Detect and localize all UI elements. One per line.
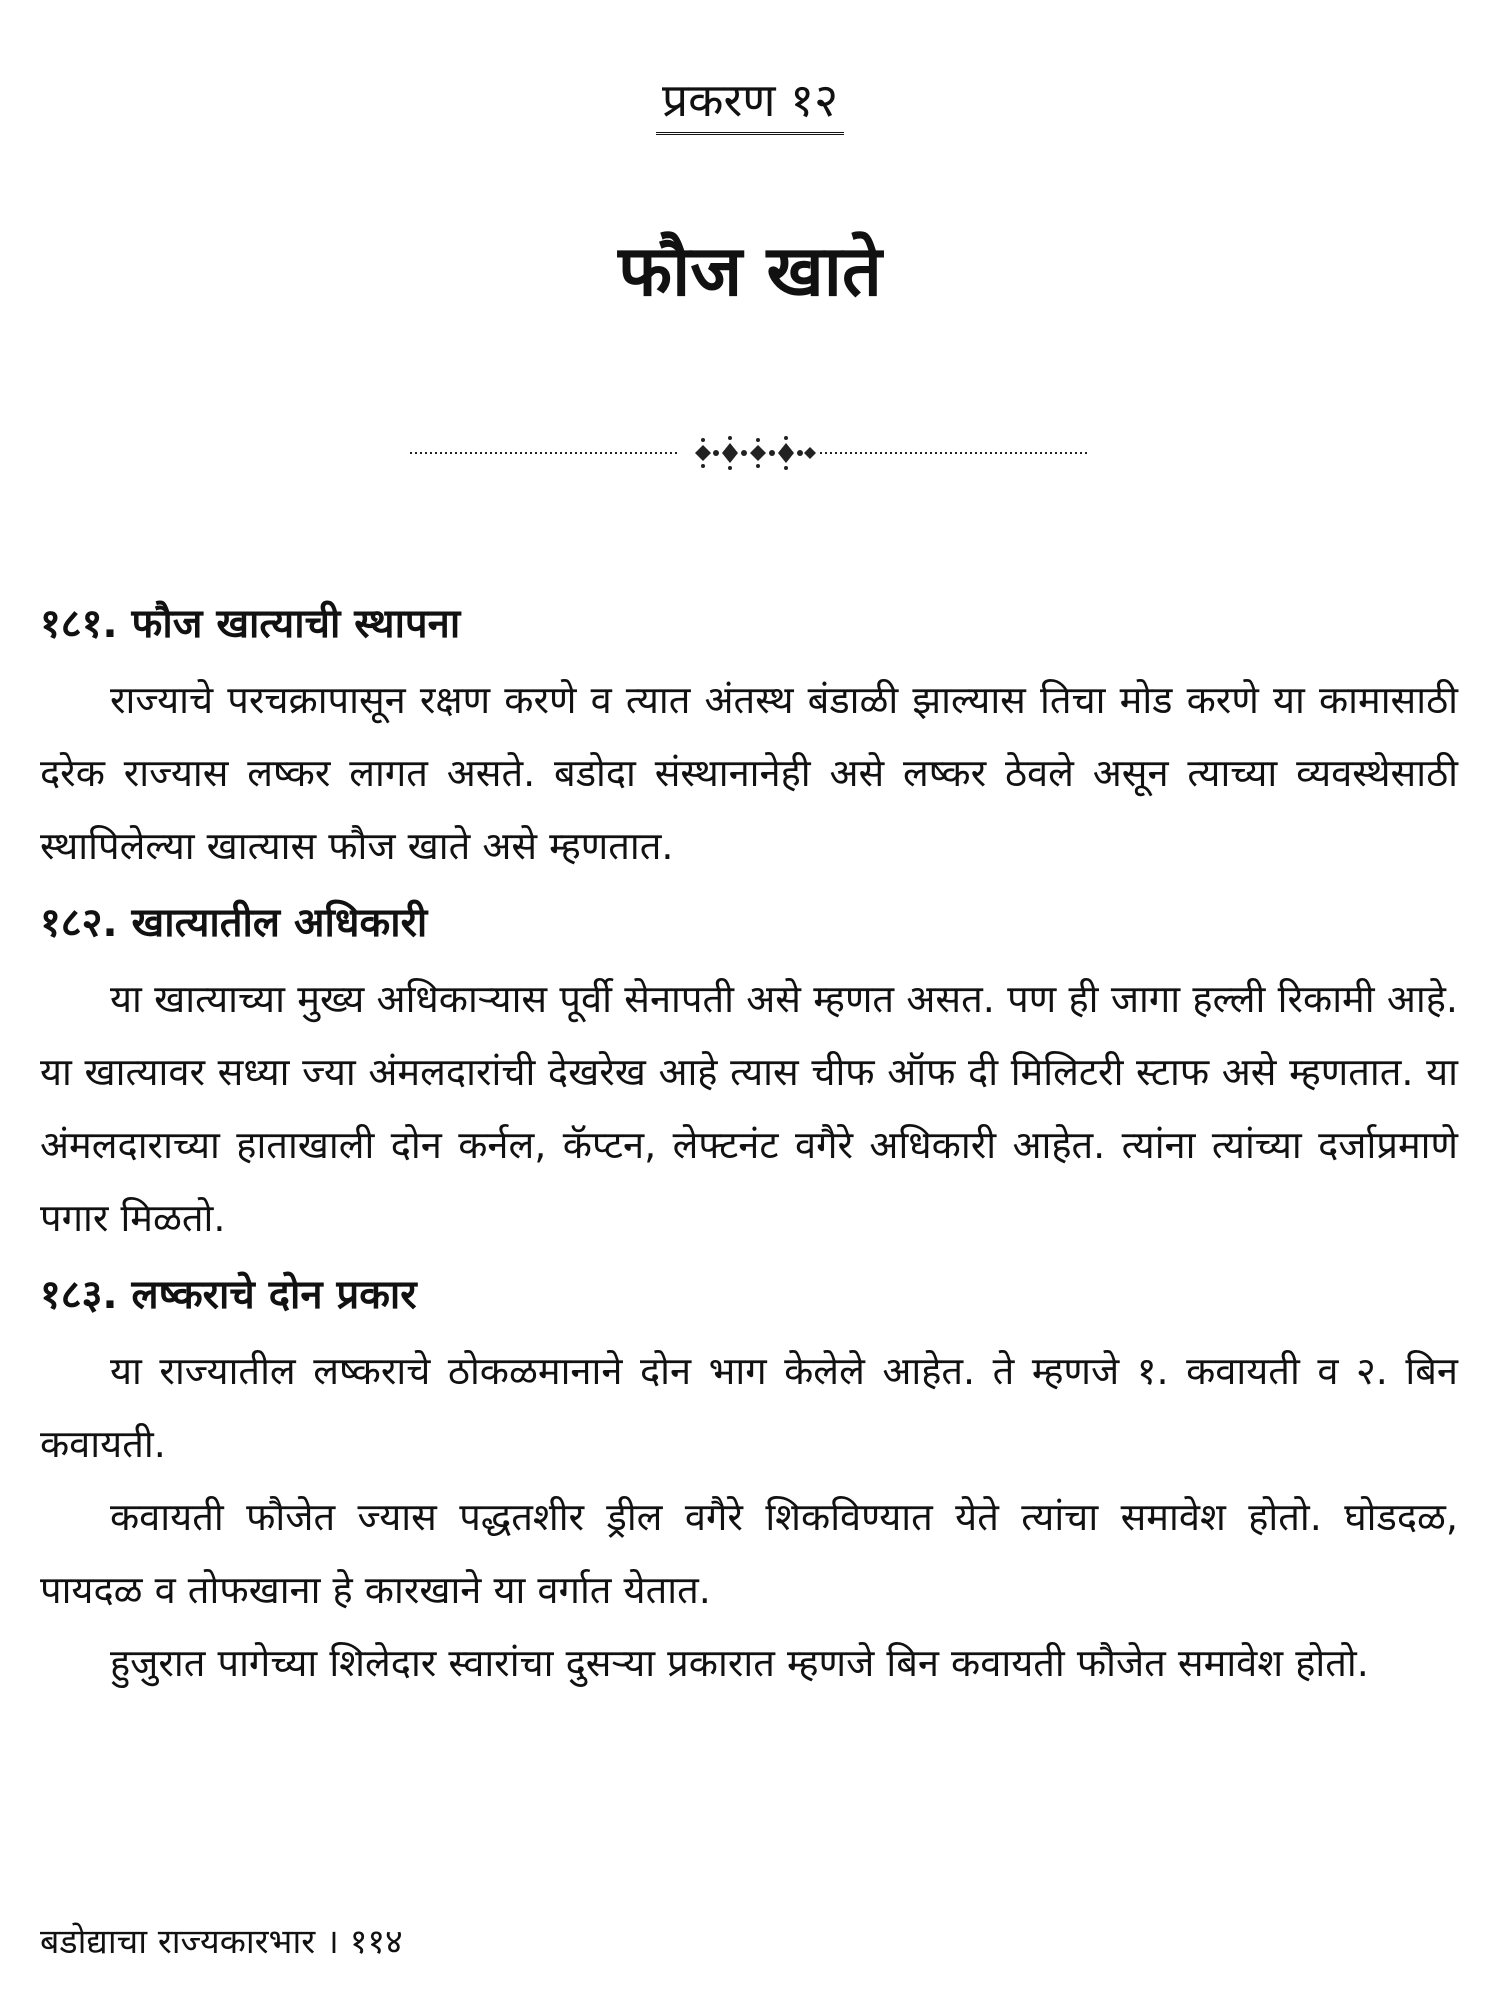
section-heading: १८२. खात्यातील अधिकारी [40, 900, 428, 946]
chapter-body [40, 598, 1458, 1700]
section-183 [40, 1269, 1458, 1700]
section-paragraph: हुजुरात पागेच्या शिलेदार स्वारांचा दुसऱ्या प्रकारात म्हणजे बिन कवायती फौजेत समावेश होतो. [110, 1641, 1369, 1685]
chapter-label-text: प्रकरण १२ [656, 70, 844, 135]
chapter-title: फौज खाते [618, 230, 882, 312]
section-paragraph: राज्याचे परचक्रापासून रक्षण करणे व त्यात अंतस्थ बंडाळी झाल्यास तिचा मोड करणे या कामासाठी दरेक राज्यास लष्कर लागत असते. बडोदा संस्थानानेही असे लष्कर ठेवले असून त्याच्या व्यवस्थेसाठी स्थापिलेल्या खात्यास फौज खाते असे म्हणतात. [40, 678, 1458, 868]
section-heading: १८१. फौज खात्याची स्थापना [40, 601, 461, 647]
footer-separator: । [325, 1922, 339, 1962]
section-paragraph: या राज्यातील लष्कराचे ठोकळमानाने दोन भाग केलेले आहेत. ते म्हणजे १. कवायती व २. बिन कवायती. [40, 1349, 1458, 1466]
section-paragraph: या खात्याच्या मुख्य अधिकाऱ्यास पूर्वी सेनापती असे म्हणत असत. पण ही जागा हल्ली रिकामी आहे. या खात्यावर सध्या ज्या अंमलदारांची देखरेख आहे त्यास चीफ ऑफ दी मिलिटरी स्टाफ असे म्हणतात. या अंमलदाराच्या हाताखाली दोन कर्नल, कॅप्टन, लेफ्टनंट वगैरे अधिकारी आहेत. त्यांना त्यांच्या दर्जाप्रमाणे पगार मिळतो. [40, 977, 1458, 1240]
section-181 [40, 598, 1458, 883]
section-heading: १८३. लष्कराचे दोन प्रकार [40, 1272, 417, 1318]
book-title: बडोद्याचा राज्यकारभार [40, 1922, 316, 1962]
page-footer [40, 1920, 403, 1964]
section-paragraph: कवायती फौजेत ज्यास पद्धतशीर ड्रील वगैरे शिकविण्यात येते त्यांचा समावेश होतो. घोडदळ, पायदळ व तोफखाना हे कारखाने या वर्गात येतात. [40, 1495, 1458, 1612]
section-182 [40, 897, 1458, 1255]
ornamental-divider-icon [410, 432, 1090, 472]
chapter-label [0, 70, 1500, 135]
page-number: ११४ [349, 1922, 403, 1962]
